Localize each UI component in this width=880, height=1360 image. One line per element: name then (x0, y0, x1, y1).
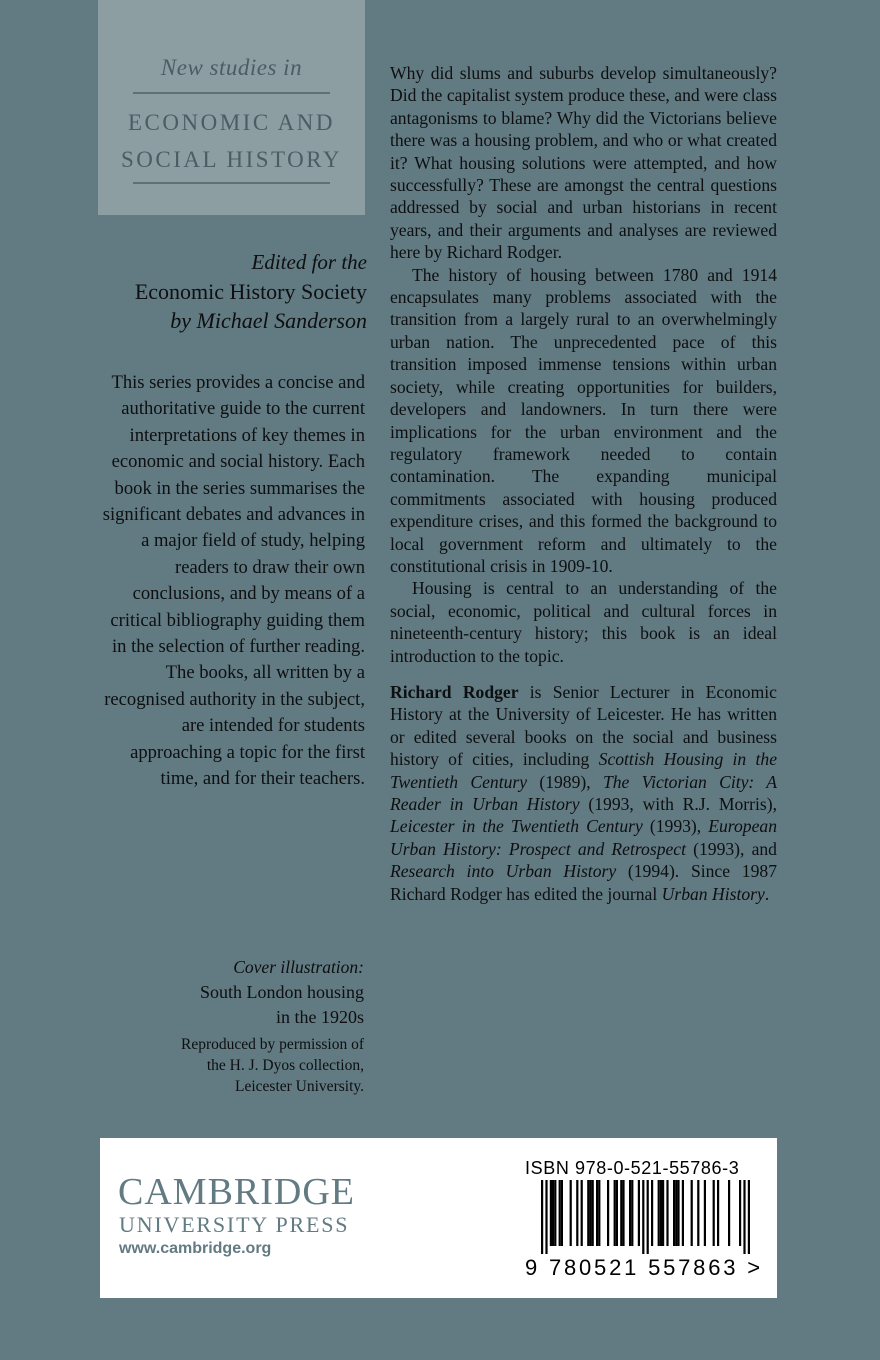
barcode-bar (598, 1180, 600, 1246)
barcode-bar (666, 1180, 668, 1246)
cover-permission (104, 1034, 364, 1097)
permission-line3: Leicester University. (235, 1078, 364, 1095)
bio-text-7: . (764, 883, 770, 904)
barcode-bar (651, 1180, 653, 1246)
bio-text-6: (1994). Since 1987 Richard Rodger has edited the journal (390, 861, 777, 904)
publisher-logo-press: UNIVERSITY PRESS (119, 1212, 350, 1237)
series-subtitle: New studies in (160, 55, 303, 80)
cover-caption-line2: in the 1920s (276, 1007, 364, 1027)
barcode-bar (673, 1180, 675, 1246)
barcode-bar (541, 1180, 543, 1254)
barcode-bar (622, 1180, 624, 1246)
barcode-bar (581, 1180, 583, 1246)
editor-name: by Michael Sanderson (170, 308, 367, 333)
barcode-bar (748, 1180, 750, 1254)
bio-text-3: (1993, with R.J. Morris), (579, 794, 777, 814)
barcode-bar (554, 1180, 556, 1246)
cover-illustration-credit (104, 955, 364, 1097)
barcode-bar (607, 1180, 609, 1246)
barcode-bar (662, 1180, 664, 1246)
book-title-3: Leicester in the Twentieth Century (390, 816, 643, 837)
series-title-line1: ECONOMIC AND (128, 110, 335, 135)
barcode-bar (592, 1180, 594, 1246)
bio-text-5: (1993), and (686, 838, 777, 859)
bio-text-4: (1993), (642, 816, 709, 837)
barcode-bar (596, 1180, 598, 1246)
barcode-bar (620, 1180, 622, 1246)
cover-illustration-label: Cover illustration: (233, 957, 364, 977)
barcode-bar (638, 1180, 640, 1246)
barcode-bar (629, 1180, 631, 1246)
barcode-bar (713, 1180, 715, 1246)
barcode-bar (616, 1180, 618, 1246)
permission-line1: Reproduced by permission of (181, 1036, 364, 1053)
blurb-paragraph-3: Housing is central to an understanding of the social, economic, political and cultural forces in nineteenth-century history; this book is an ideal introduction to the topic. (390, 578, 777, 666)
society-name: Economic History Society (134, 279, 367, 304)
barcode-bar (587, 1180, 589, 1246)
barcode-bar (728, 1180, 730, 1246)
series-title-line2: SOCIAL HISTORY (121, 147, 342, 172)
bio-text-2: (1989), (527, 771, 603, 792)
author-bio (390, 681, 777, 905)
publisher-panel (100, 1138, 777, 1298)
series-rule-bottom (133, 182, 330, 184)
barcode-bar (647, 1180, 649, 1254)
series-title (98, 104, 365, 178)
blurb-paragraph-2: The history of housing between 1780 and 1914 encapsulates many problems associated with the transition from a largely rural to an overwhelmingly urban nation. The unprecedented pace of this transition imposed immense tensions within urban society, while creating opportunities for builders, developers and landowners. In turn there were implications for the urban environment and the regulatory framework needed to contain contamination. The expanding municipal commitments associated with housing produced expenditure crises, and this formed the background to local government reform and ultimately to the constitutional crisis in 1909-10. (390, 264, 777, 576)
isbn-label: ISBN 978-0-521-55786-3 (525, 1158, 740, 1178)
editor-credit (135, 248, 367, 335)
bio-text-1: is Senior Lecturer in Economic History at the University of Leicester. He has written or edited several books on the social and business history of cities, including (390, 681, 777, 770)
blurb-paragraph-1: Why did slums and suburbs develop simultaneously? Did the capitalist system produce these, and were class antagonisms to blame? Why did the Victorians believe there was a housing problem, and who or what created it? What housing solutions were attempted, and how successfully? These are amongst the central questions addressed by social and urban historians in recent years, and their arguments and analyses are reviewed here by Richard Rodger. (390, 63, 777, 263)
edited-for: Edited for the (251, 250, 367, 274)
book-title-4: European Urban History: Prospect and Retrospect (390, 816, 777, 859)
barcode-bar (614, 1180, 616, 1246)
barcode-bar (552, 1180, 554, 1246)
book-title-5: Research into Urban History (390, 861, 617, 882)
series-description: This series provides a concise and authoritative guide to the current interpretations of key themes in economic and social history. Each book in the series summarises the significant debates and advances in a major field of study, helping readers to draw their own conclusions, and by means of a critical bibliography guiding them in the selection of further reading. The books, all written by a recognised authority in the subject, are intended for students approaching a topic for the first time, and for their teachers. (102, 372, 365, 790)
book-title-1: Scottish Housing in the Twentieth Century (390, 749, 777, 792)
barcode-bar (677, 1180, 679, 1246)
barcode-bar (739, 1180, 741, 1246)
permission-line2: the H. J. Dyos collection, (206, 1057, 364, 1074)
barcode-bar (697, 1180, 699, 1246)
barcode-bar (660, 1180, 662, 1246)
series-box (98, 0, 365, 215)
barcode-bar (576, 1180, 578, 1246)
barcode-bar (631, 1180, 633, 1246)
barcode-bar (570, 1180, 572, 1246)
journal-title: Urban History (661, 883, 765, 904)
barcode-bar (561, 1180, 563, 1246)
author-name: Richard Rodger (390, 681, 519, 702)
barcode-bar (642, 1180, 644, 1254)
cover-caption-line1: South London housing (199, 982, 364, 1002)
barcode-bar (743, 1180, 745, 1254)
publisher-logo-name: CAMBRIDGE (118, 1171, 356, 1213)
barcode-bar (704, 1180, 706, 1246)
publisher-url: www.cambridge.org (119, 1240, 272, 1257)
barcode-bar (545, 1180, 547, 1254)
barcode-bar (589, 1180, 591, 1246)
barcode-icon (523, 1180, 763, 1254)
barcode-bar (675, 1180, 677, 1246)
barcode-bar (691, 1180, 693, 1246)
series-rule-top (133, 92, 330, 94)
barcode-bar (550, 1180, 552, 1246)
barcode-digits: 9 780521 557863 > (525, 1255, 763, 1280)
barcode-bar (717, 1180, 719, 1246)
barcode-bar (682, 1180, 684, 1246)
book-title-2: The Victorian City: A Reader in Urban History (390, 771, 777, 814)
blurb-column (390, 62, 777, 905)
barcode-bar (658, 1180, 660, 1246)
barcode-bar (559, 1180, 561, 1246)
